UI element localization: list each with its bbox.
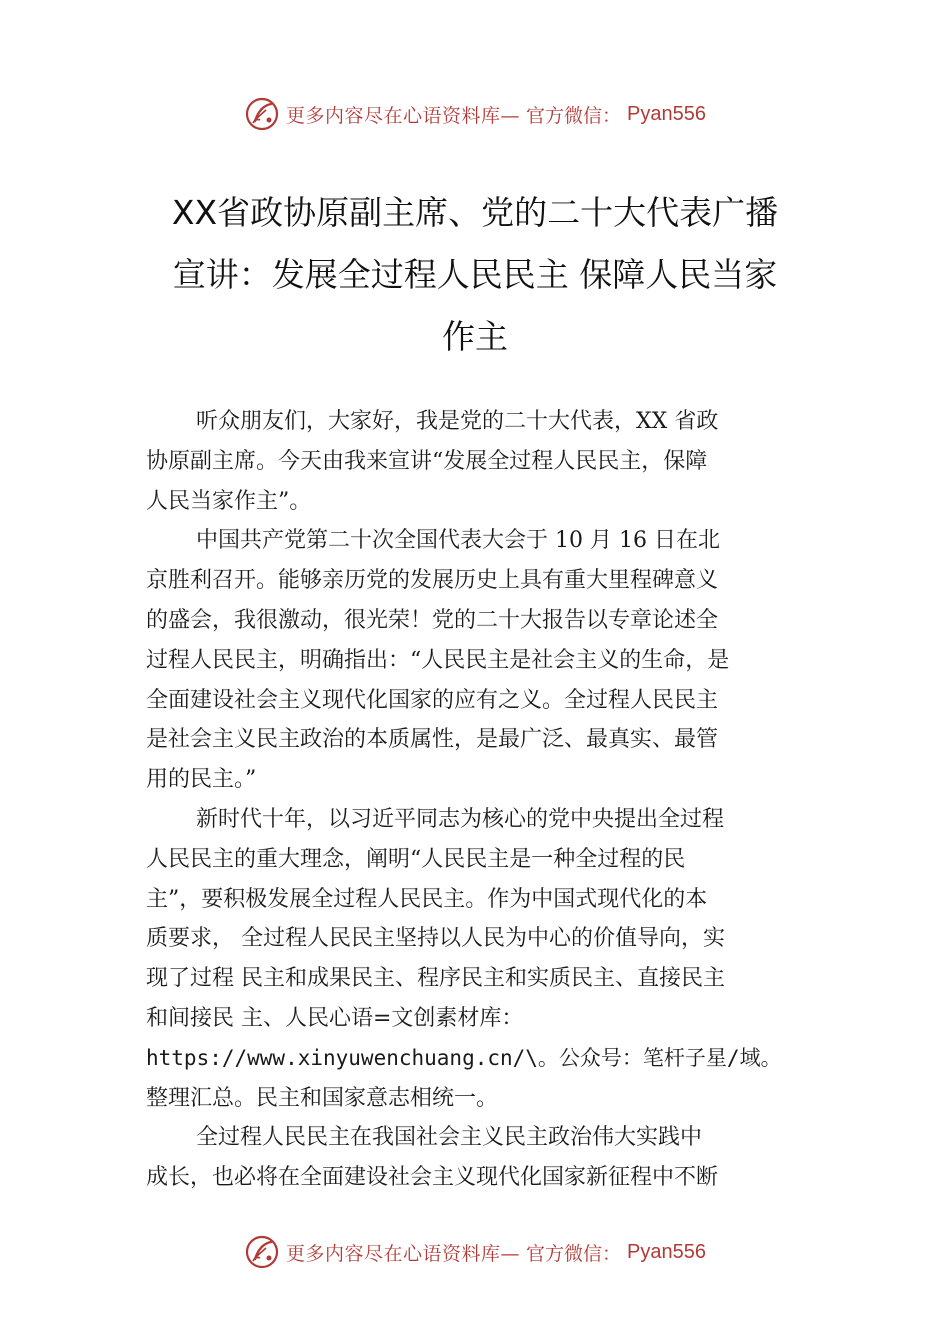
document-title — [130, 182, 820, 368]
paragraph-line: 成长，也必将在全面建设社会主义现代化国家新征程中不断 — [146, 1165, 719, 1191]
pen-seal-logo-icon — [244, 96, 280, 132]
banner-wechat-label: 官方微信： — [526, 1242, 622, 1265]
paragraph-line: 的盛会，我很激动，很光荣！党的二十大报告以专章论述全 — [146, 607, 719, 633]
paragraph-line: 现了过程 民主和成果民主、程序民主和实质民主、直接民主 — [146, 966, 725, 992]
paragraph-line: 是社会主义民主政治的本质属性，是最广泛、最真实、最管 — [146, 727, 719, 753]
banner-slogan: 更多内容尽在心语资料库— — [286, 104, 521, 127]
document-body — [146, 402, 822, 1198]
banner-wechat-id: Pyan556 — [627, 1240, 706, 1263]
paragraph-line: 和间接民 主、人民心语=文创素材库： — [146, 1005, 524, 1031]
paragraph-line: 全面建设社会主义现代化国家的应有之义。全过程人民民主 — [146, 687, 719, 713]
paragraph-line: 用的民主。” — [146, 767, 257, 793]
paragraph-line: 人民民主的重大理念，阐明“人民民主是一种全过程的民 — [146, 846, 686, 872]
paragraph-line: 整理汇总。民主和国家意志相统一。 — [146, 1085, 499, 1111]
title-line: 作主 — [442, 317, 508, 356]
title-line: XX省政协原副主席、党的二十大代表广播 — [171, 193, 779, 232]
paragraph-line: 新时代十年，以习近平同志为核心的党中央提出全过程 — [196, 806, 725, 832]
paragraph-line: 质要求， 全过程人民民主坚持以人民为中心的价值导向，实 — [146, 926, 725, 952]
paragraph-line: 中国共产党第二十次全国代表大会于 10 月 16 日在北 — [196, 528, 720, 554]
footer-banner — [0, 1232, 950, 1272]
paragraph-line: 协原副主席。今天由我来宣讲“发展全过程人民民主，保障 — [146, 448, 708, 474]
header-banner — [0, 94, 950, 134]
paragraph-line: 人民当家作主”。 — [146, 488, 312, 514]
title-line: 宣讲：发展全过程人民民主 保障人民当家 — [172, 255, 778, 294]
banner-wechat-label: 官方微信： — [526, 104, 622, 127]
paragraph-line: 过程人民民主，明确指出：“人民民主是社会主义的生命，是 — [146, 647, 730, 673]
paragraph-line: 全过程人民民主在我国社会主义民主政治伟大实践中 — [196, 1125, 703, 1151]
banner-wechat-id: Pyan556 — [627, 102, 706, 125]
source-url-line: https://www.xinyuwenchuang.cn/\。公众号：笔杆子星/域。 — [146, 1045, 782, 1070]
paragraph-line: 听众朋友们，大家好，我是党的二十大代表，XX 省政 — [196, 409, 719, 434]
banner-slogan: 更多内容尽在心语资料库— — [286, 1242, 521, 1265]
paragraph-line: 京胜利召开。能够亲历党的发展历史上具有重大里程碑意义 — [146, 568, 719, 594]
paragraph-line: 主”，要积极发展全过程人民民主。作为中国式现代化的本 — [146, 886, 708, 912]
pen-seal-logo-icon — [244, 1234, 280, 1270]
